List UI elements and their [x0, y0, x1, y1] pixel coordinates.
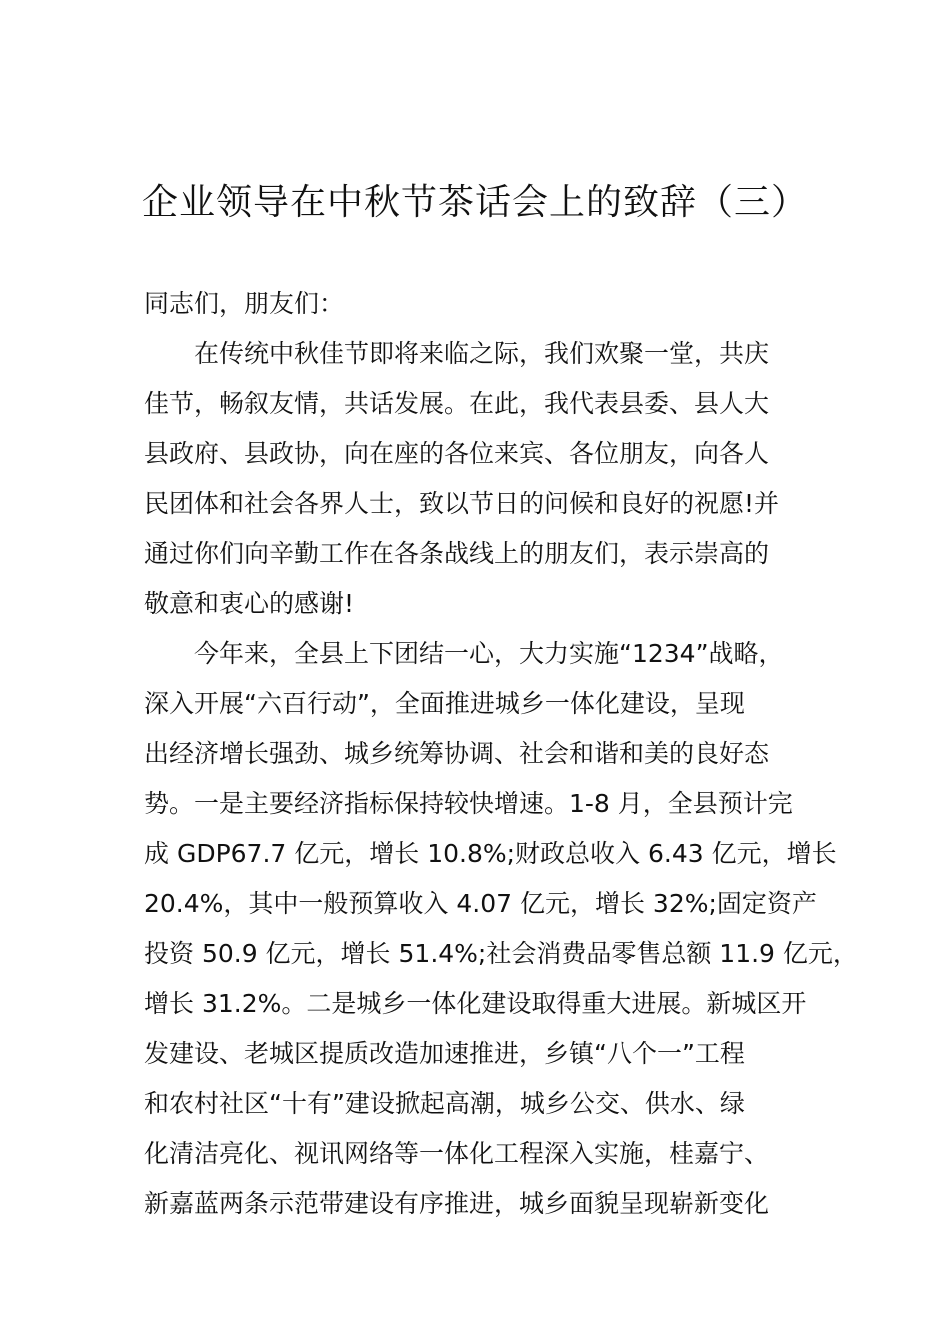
text-line: 投资 50.9 亿元，增长 51.4%;社会消费品零售总额 11.9 亿元， — [144, 939, 858, 968]
text-line: 化清洁亮化、视讯网络等一体化工程深入实施，桂嘉宁、 — [144, 1139, 770, 1168]
text-line: 成 GDP67.7 亿元，增长 10.8%;财政总收入 6.43 亿元，增长 — [144, 839, 837, 868]
text-line: 深入开展“六百行动”，全面推进城乡一体化建设，呈现 — [144, 689, 745, 718]
text-line: 新嘉蓝两条示范带建设有序推进，城乡面貌呈现崭新变化 — [144, 1189, 770, 1218]
text-line: 20.4%，其中一般预算收入 4.07 亿元，增长 32%;固定资产 — [144, 889, 817, 918]
text-line: 通过你们向辛勤工作在各条战线上的朋友们，表示崇高的 — [144, 539, 770, 568]
text-line: 敬意和衷心的感谢! — [144, 589, 355, 618]
document-body — [144, 279, 858, 1229]
document-title: 企业领导在中秋节茶话会上的致辞（三） — [141, 182, 808, 223]
text-line: 势。一是主要经济指标保持较快增速。1-8 月，全县预计完 — [144, 789, 793, 818]
text-line: 在传统中秋佳节即将来临之际，我们欢聚一堂，共庆 — [194, 339, 770, 368]
text-line: 今年来，全县上下团结一心，大力实施“1234”战略， — [194, 639, 784, 668]
text-line: 民团体和社会各界人士，致以节日的问候和良好的祝愿!并 — [144, 489, 780, 518]
text-line: 增长 31.2%。二是城乡一体化建设取得重大进展。新城区开 — [144, 989, 807, 1018]
text-line: 和农村社区“十有”建设掀起高潮，城乡公交、供水、绿 — [144, 1089, 745, 1118]
text-line: 发建设、老城区提质改造加速推进，乡镇“八个一”工程 — [144, 1039, 745, 1068]
text-line: 县政府、县政协，向在座的各位来宾、各位朋友，向各人 — [144, 439, 770, 468]
text-line: 佳节，畅叙友情，共话发展。在此，我代表县委、县人大 — [144, 389, 770, 418]
text-line: 出经济增长强劲、城乡统筹协调、社会和谐和美的良好态 — [144, 739, 770, 768]
paragraph-lines — [144, 329, 858, 1229]
salutation: 同志们，朋友们： — [144, 289, 345, 318]
